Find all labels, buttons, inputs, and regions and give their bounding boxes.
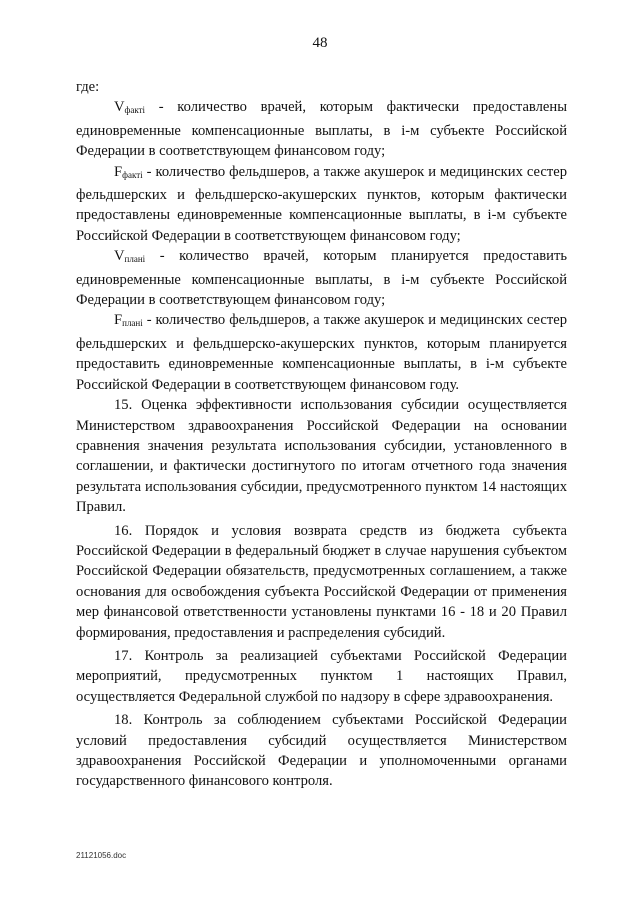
variable-symbol: F: [114, 163, 123, 180]
definition-f-fact: [76, 162, 567, 247]
definition-v-fact: [76, 97, 567, 161]
definition-text: - количество врачей, которым фактически предоставлены единовременные компенсационные выплаты, в i-м субъекте Российской Федерации в соответствующем финансовом году;: [76, 99, 567, 160]
definition-text: - количество фельдшеров, а также акушерок и медицинских сестер фельдшерских и фельдшерско-акушерских пунктов, которым фактически предоставлены единовременные компенсационные выплаты, в i-м субъекте Российской Федерации в соответствующем финансовом году;: [76, 163, 567, 244]
variable-symbol: V: [114, 99, 125, 116]
variable-subscript: факті: [122, 169, 143, 180]
file-name-footer: 21121056.doc: [76, 851, 127, 860]
variable-symbol: V: [114, 248, 125, 265]
paragraph-16: 16. Порядок и условия возврата средств из бюджета субъекта Российской Федерации в федеральный бюджет в случае нарушения субъектом Российской Федерации обязательств, предусмотренных соглашением, а также основания для освобождения субъекта Российской Федерации от применения мер финансовой ответственности установлены пунктами 16 - 18 и 20 Правил формирования, предоставления и распределения субсидий.: [76, 522, 567, 641]
definition-text: - количество фельдшеров, а также акушерок и медицинских сестер фельдшерских и фельдшерско-акушерских пунктов, которым планируется предоставить единовременные компенсационные выплаты, в i-м субъекте Российской Федерации в соответствующем финансовом году.: [76, 312, 567, 393]
paragraph-17: 17. Контроль за реализацией субъектами Российской Федерации мероприятий, предусмотренных пунктом 1 настоящих Правил, осуществляется Федеральной службой по надзору в сфере здравоохранения.: [76, 647, 567, 705]
page-number: 48: [312, 35, 328, 51]
variable-subscript: факті: [124, 105, 146, 116]
paragraph-18: 18. Контроль за соблюдением субъектами Российской Федерации условий предоставления субсидий осуществляется Министерством здравоохранения Российской Федерации и уполномоченными органами государственного финансового контроля.: [76, 712, 567, 790]
document-body: [76, 77, 567, 792]
variable-subscript: планi: [122, 318, 143, 329]
variable-subscript: планi: [124, 254, 146, 265]
definition-f-plan: [76, 310, 567, 395]
definition-text: - количество врачей, которым планируется предоставить единовременные компенсационные выплаты, в i-м субъекте Российской Федерации в соответствующем финансовом году;: [76, 248, 567, 309]
paragraph-15: 15. Оценка эффективности использования субсидии осуществляется Министерством здравоохранения Российской Федерации на основании сравнения значения результата использования субсидии, установленного в соглашении, и фактически достигнутого по итогам отчетного года значения результата использования субсидии, предусмотренного пунктом 14 настоящих Правил.: [76, 397, 567, 516]
definition-v-plan: [76, 246, 567, 310]
where-label: где:: [76, 79, 100, 95]
variable-symbol: F: [114, 312, 123, 329]
